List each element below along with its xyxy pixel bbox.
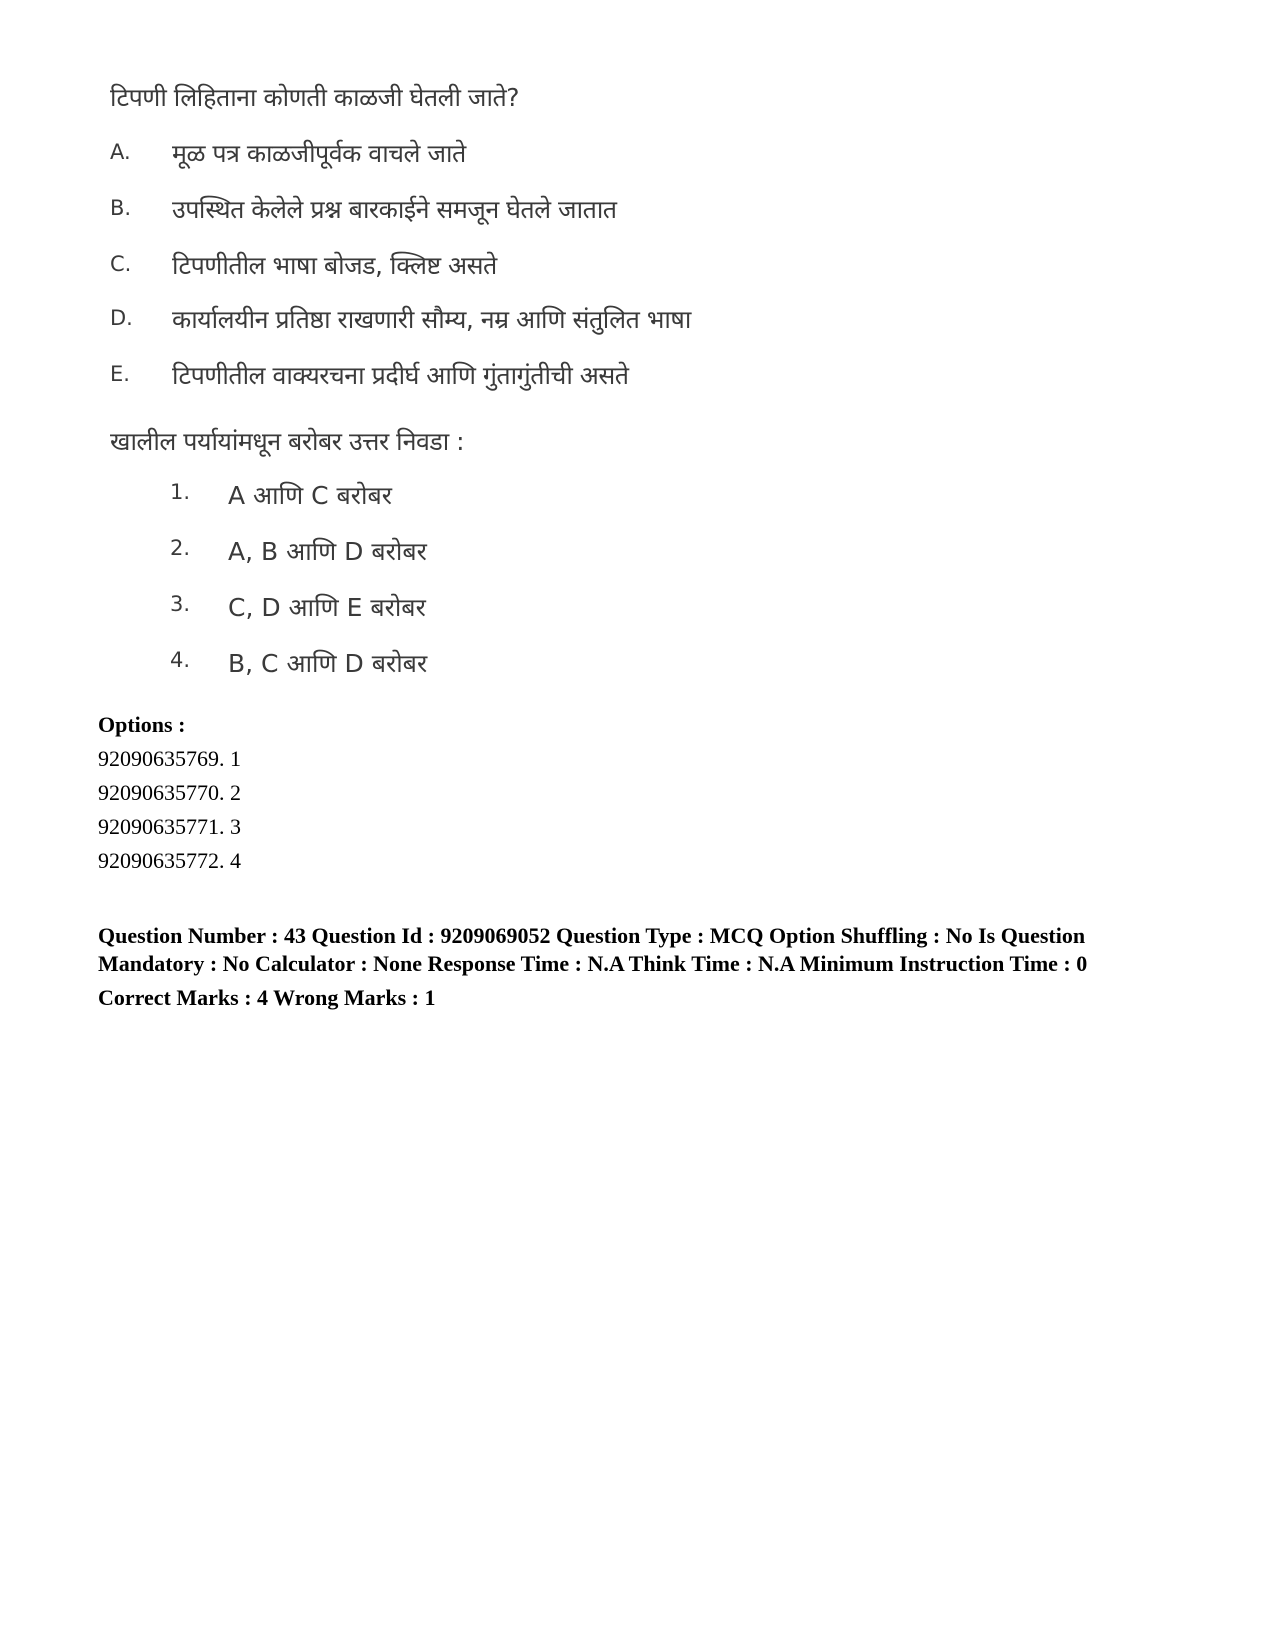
statement-label: E. bbox=[110, 362, 130, 386]
question-details: Question Number : 43 Question Id : 9209069052 Question Type : MCQ Option Shuffling : No Is Question Mandatory : No Calculator : None Response Time : N.A Think Time : N.A Minimum Instruction Time : 0 bbox=[98, 923, 1088, 976]
choice-text: A आणि C बरोबर bbox=[228, 481, 392, 510]
statement-label: B. bbox=[110, 196, 132, 220]
marks-line: Correct Marks : 4 Wrong Marks : 1 bbox=[98, 985, 436, 1010]
statement-label: A. bbox=[110, 140, 131, 164]
choice-number: 4. bbox=[170, 648, 191, 672]
question-image bbox=[100, 70, 740, 710]
statement-text: कार्यालयीन प्रतिष्ठा राखणारी सौम्य, नम्र आणि संतुलित भाषा bbox=[172, 305, 691, 334]
statement-label: C. bbox=[110, 252, 132, 276]
statement-text: टिपणीतील वाक्यरचना प्रदीर्घ आणि गुंतागुंतीची असते bbox=[172, 361, 629, 390]
choice-text: C, D आणि E बरोबर bbox=[228, 593, 426, 622]
choice-number: 3. bbox=[170, 592, 191, 616]
option-item: 92090635770. 2 bbox=[98, 780, 241, 805]
option-item: 92090635771. 3 bbox=[98, 814, 241, 839]
question-instruction: खालील पर्यायांमधून बरोबर उत्तर निवडा : bbox=[110, 427, 465, 456]
option-item: 92090635772. 4 bbox=[98, 848, 241, 873]
choice-text: A, B आणि D बरोबर bbox=[228, 537, 427, 566]
question-meta bbox=[98, 922, 1158, 1012]
option-item: 92090635769. 1 bbox=[98, 746, 241, 771]
statement-text: टिपणीतील भाषा बोजड, क्लिष्ट असते bbox=[172, 251, 497, 280]
statement-text: उपस्थित केलेले प्रश्न बारकाईने समजून घेतले जातात bbox=[172, 195, 617, 224]
options-heading: Options : bbox=[98, 712, 186, 737]
statement-label: D. bbox=[110, 306, 133, 330]
statement-text: मूळ पत्र काळजीपूर्वक वाचले जाते bbox=[172, 139, 466, 168]
choice-number: 2. bbox=[170, 536, 191, 560]
choice-text: B, C आणि D बरोबर bbox=[228, 649, 428, 678]
question-stem: टिपणी लिहिताना कोणती काळजी घेतली जाते? bbox=[110, 83, 519, 112]
choice-number: 1. bbox=[170, 480, 191, 504]
options-list bbox=[98, 708, 241, 878]
